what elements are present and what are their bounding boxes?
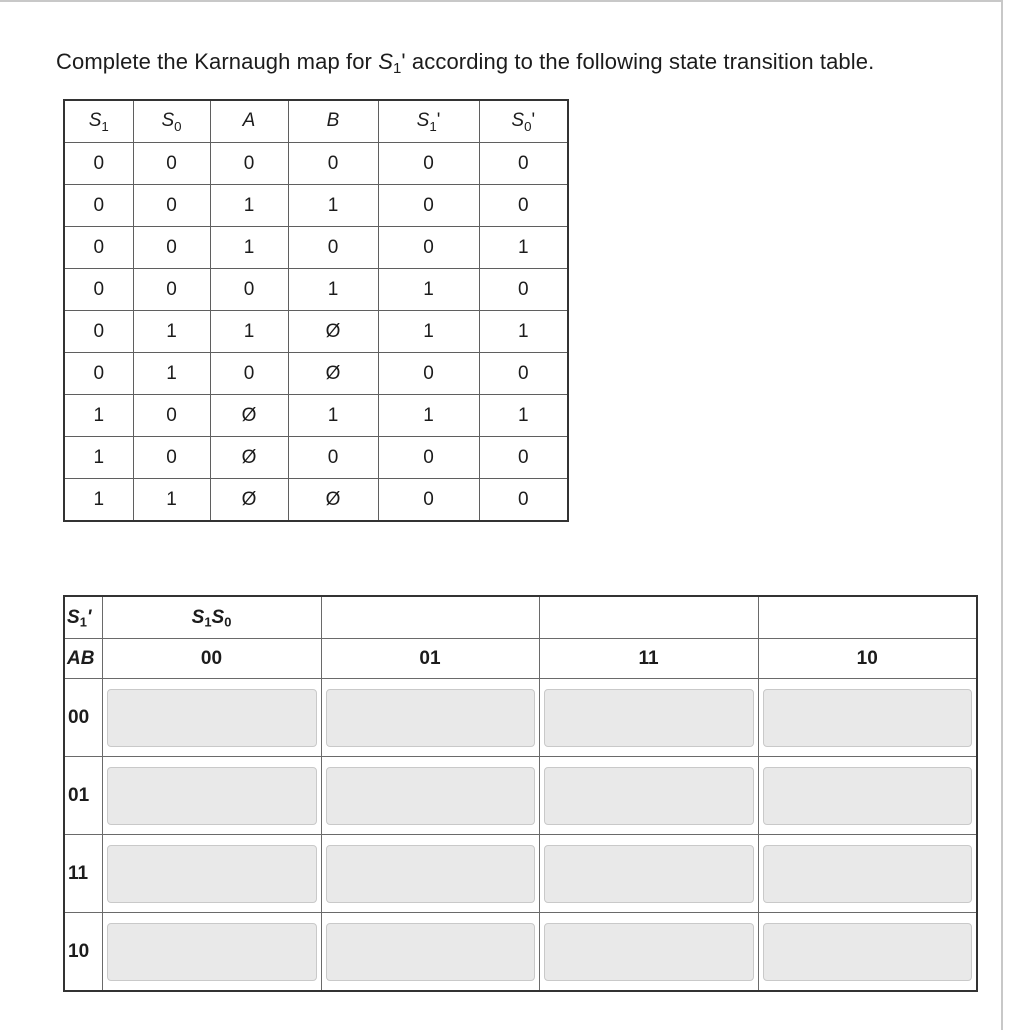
kmap-cell-input[interactable] [763,923,973,981]
table-cell: 1 [378,311,479,353]
table-cell: 1 [64,437,133,479]
table-row [64,479,568,522]
kmap-row [64,679,977,757]
table-cell: 1 [479,395,568,437]
table-cell: 0 [479,269,568,311]
table-row [64,353,568,395]
kmap-cell-input[interactable] [544,923,754,981]
table-cell: 1 [288,269,378,311]
kmap-cell [102,679,321,757]
kmap-cell-input[interactable] [326,923,535,981]
kmap-header-blank [539,596,758,639]
table-cell: 0 [210,353,288,395]
kmap-row [64,913,977,992]
table-cell: 1 [133,479,210,522]
column-header: $S_1$ [64,100,133,143]
table-cell: 1 [64,395,133,437]
table-cell: 1 [378,269,479,311]
table-cell: 1 [479,311,568,353]
table-cell: 0 [64,227,133,269]
table-cell: 0 [479,479,568,522]
kmap-cell [102,835,321,913]
kmap-cell-input[interactable] [107,923,317,981]
kmap-cell-input[interactable] [544,845,754,903]
kmap-cell-input[interactable] [763,689,973,747]
kmap-column-variables: $S_1S_0$ [102,596,321,639]
kmap-cell-input[interactable] [763,767,973,825]
kmap-row [64,757,977,835]
table-cell: 0 [378,479,479,522]
kmap-row-label: 00 [64,679,102,757]
kmap-cell-input[interactable] [763,845,973,903]
table-cell: 0 [288,227,378,269]
column-header: $S_0'$ [479,100,568,143]
table-header-row [64,100,568,143]
kmap-cell [102,757,321,835]
table-cell: 0 [133,185,210,227]
table-cell: 0 [133,437,210,479]
table-cell: 0 [288,437,378,479]
table-cell: Ø [210,395,288,437]
table-cell: 0 [133,395,210,437]
table-cell: 0 [64,185,133,227]
kmap-cell [539,757,758,835]
prompt-variable: $S_1$ [378,49,402,78]
state-transition-table [63,99,569,522]
column-header: $S_0$ [133,100,210,143]
kmap-cell [321,835,539,913]
kmap-header-blank [321,596,539,639]
table-cell: 0 [133,143,210,185]
kmap-header-blank [758,596,977,639]
kmap-column-label: 01 [321,639,539,679]
question-prompt [56,49,875,78]
table-cell: 1 [378,395,479,437]
table-cell: Ø [288,353,378,395]
table-cell: 0 [133,227,210,269]
column-header: $S_1'$ [378,100,479,143]
kmap-cell-input[interactable] [107,845,317,903]
table-cell: 0 [479,437,568,479]
kmap-cell [321,913,539,992]
table-cell: 0 [378,143,479,185]
table-row [64,185,568,227]
kmap-cell-input[interactable] [544,689,754,747]
table-cell: 0 [479,353,568,395]
prompt-text-start: Complete the Karnaugh map for [56,49,379,74]
table-cell: 0 [64,143,133,185]
kmap-column-label: 00 [102,639,321,679]
kmap-row-label: 11 [64,835,102,913]
kmap-row-label: 10 [64,913,102,992]
table-cell: 1 [288,185,378,227]
prompt-text-end: ' according to the following state transition table. [401,49,875,74]
table-cell: 0 [133,269,210,311]
table-cell: 1 [210,311,288,353]
table-cell: 1 [133,311,210,353]
table-cell: 0 [64,353,133,395]
table-cell: Ø [210,479,288,522]
table-cell: Ø [288,311,378,353]
table-cell: 0 [64,269,133,311]
table-cell: Ø [288,479,378,522]
karnaugh-map [63,595,978,992]
table-cell: 0 [378,227,479,269]
kmap-cell [321,757,539,835]
table-cell: 0 [378,185,479,227]
kmap-column-label: 11 [539,639,758,679]
kmap-cell-input[interactable] [107,767,317,825]
table-cell: 0 [64,311,133,353]
kmap-cell [102,913,321,992]
table-row [64,437,568,479]
kmap-row-variables: AB [64,639,102,679]
kmap-cell-input[interactable] [107,689,317,747]
kmap-cell [758,913,977,992]
table-cell: 1 [210,227,288,269]
table-row [64,227,568,269]
table-cell: 1 [133,353,210,395]
table-cell: Ø [210,437,288,479]
column-header: B [288,100,378,143]
table-cell: 0 [210,143,288,185]
kmap-cell-input[interactable] [326,845,535,903]
kmap-cell-input[interactable] [544,767,754,825]
kmap-cell [758,835,977,913]
kmap-row-label: 01 [64,757,102,835]
table-cell: 1 [479,227,568,269]
table-cell: 0 [378,353,479,395]
table-cell: 1 [288,395,378,437]
kmap-cell [758,679,977,757]
kmap-cell-input[interactable] [326,767,535,825]
table-cell: 0 [210,269,288,311]
kmap-cell [321,679,539,757]
table-cell: 0 [479,185,568,227]
table-row [64,395,568,437]
kmap-cell [758,757,977,835]
kmap-column-label: 10 [758,639,977,679]
kmap-cell [539,679,758,757]
kmap-row [64,835,977,913]
table-cell: 0 [378,437,479,479]
column-header: A [210,100,288,143]
kmap-cell [539,913,758,992]
kmap-cell-input[interactable] [326,689,535,747]
table-row [64,311,568,353]
kmap-output-label: $S_1'$ [64,596,102,639]
table-cell: 0 [288,143,378,185]
kmap-cell [539,835,758,913]
table-row [64,269,568,311]
table-row [64,143,568,185]
table-cell: 0 [479,143,568,185]
table-cell: 1 [64,479,133,522]
table-cell: 1 [210,185,288,227]
